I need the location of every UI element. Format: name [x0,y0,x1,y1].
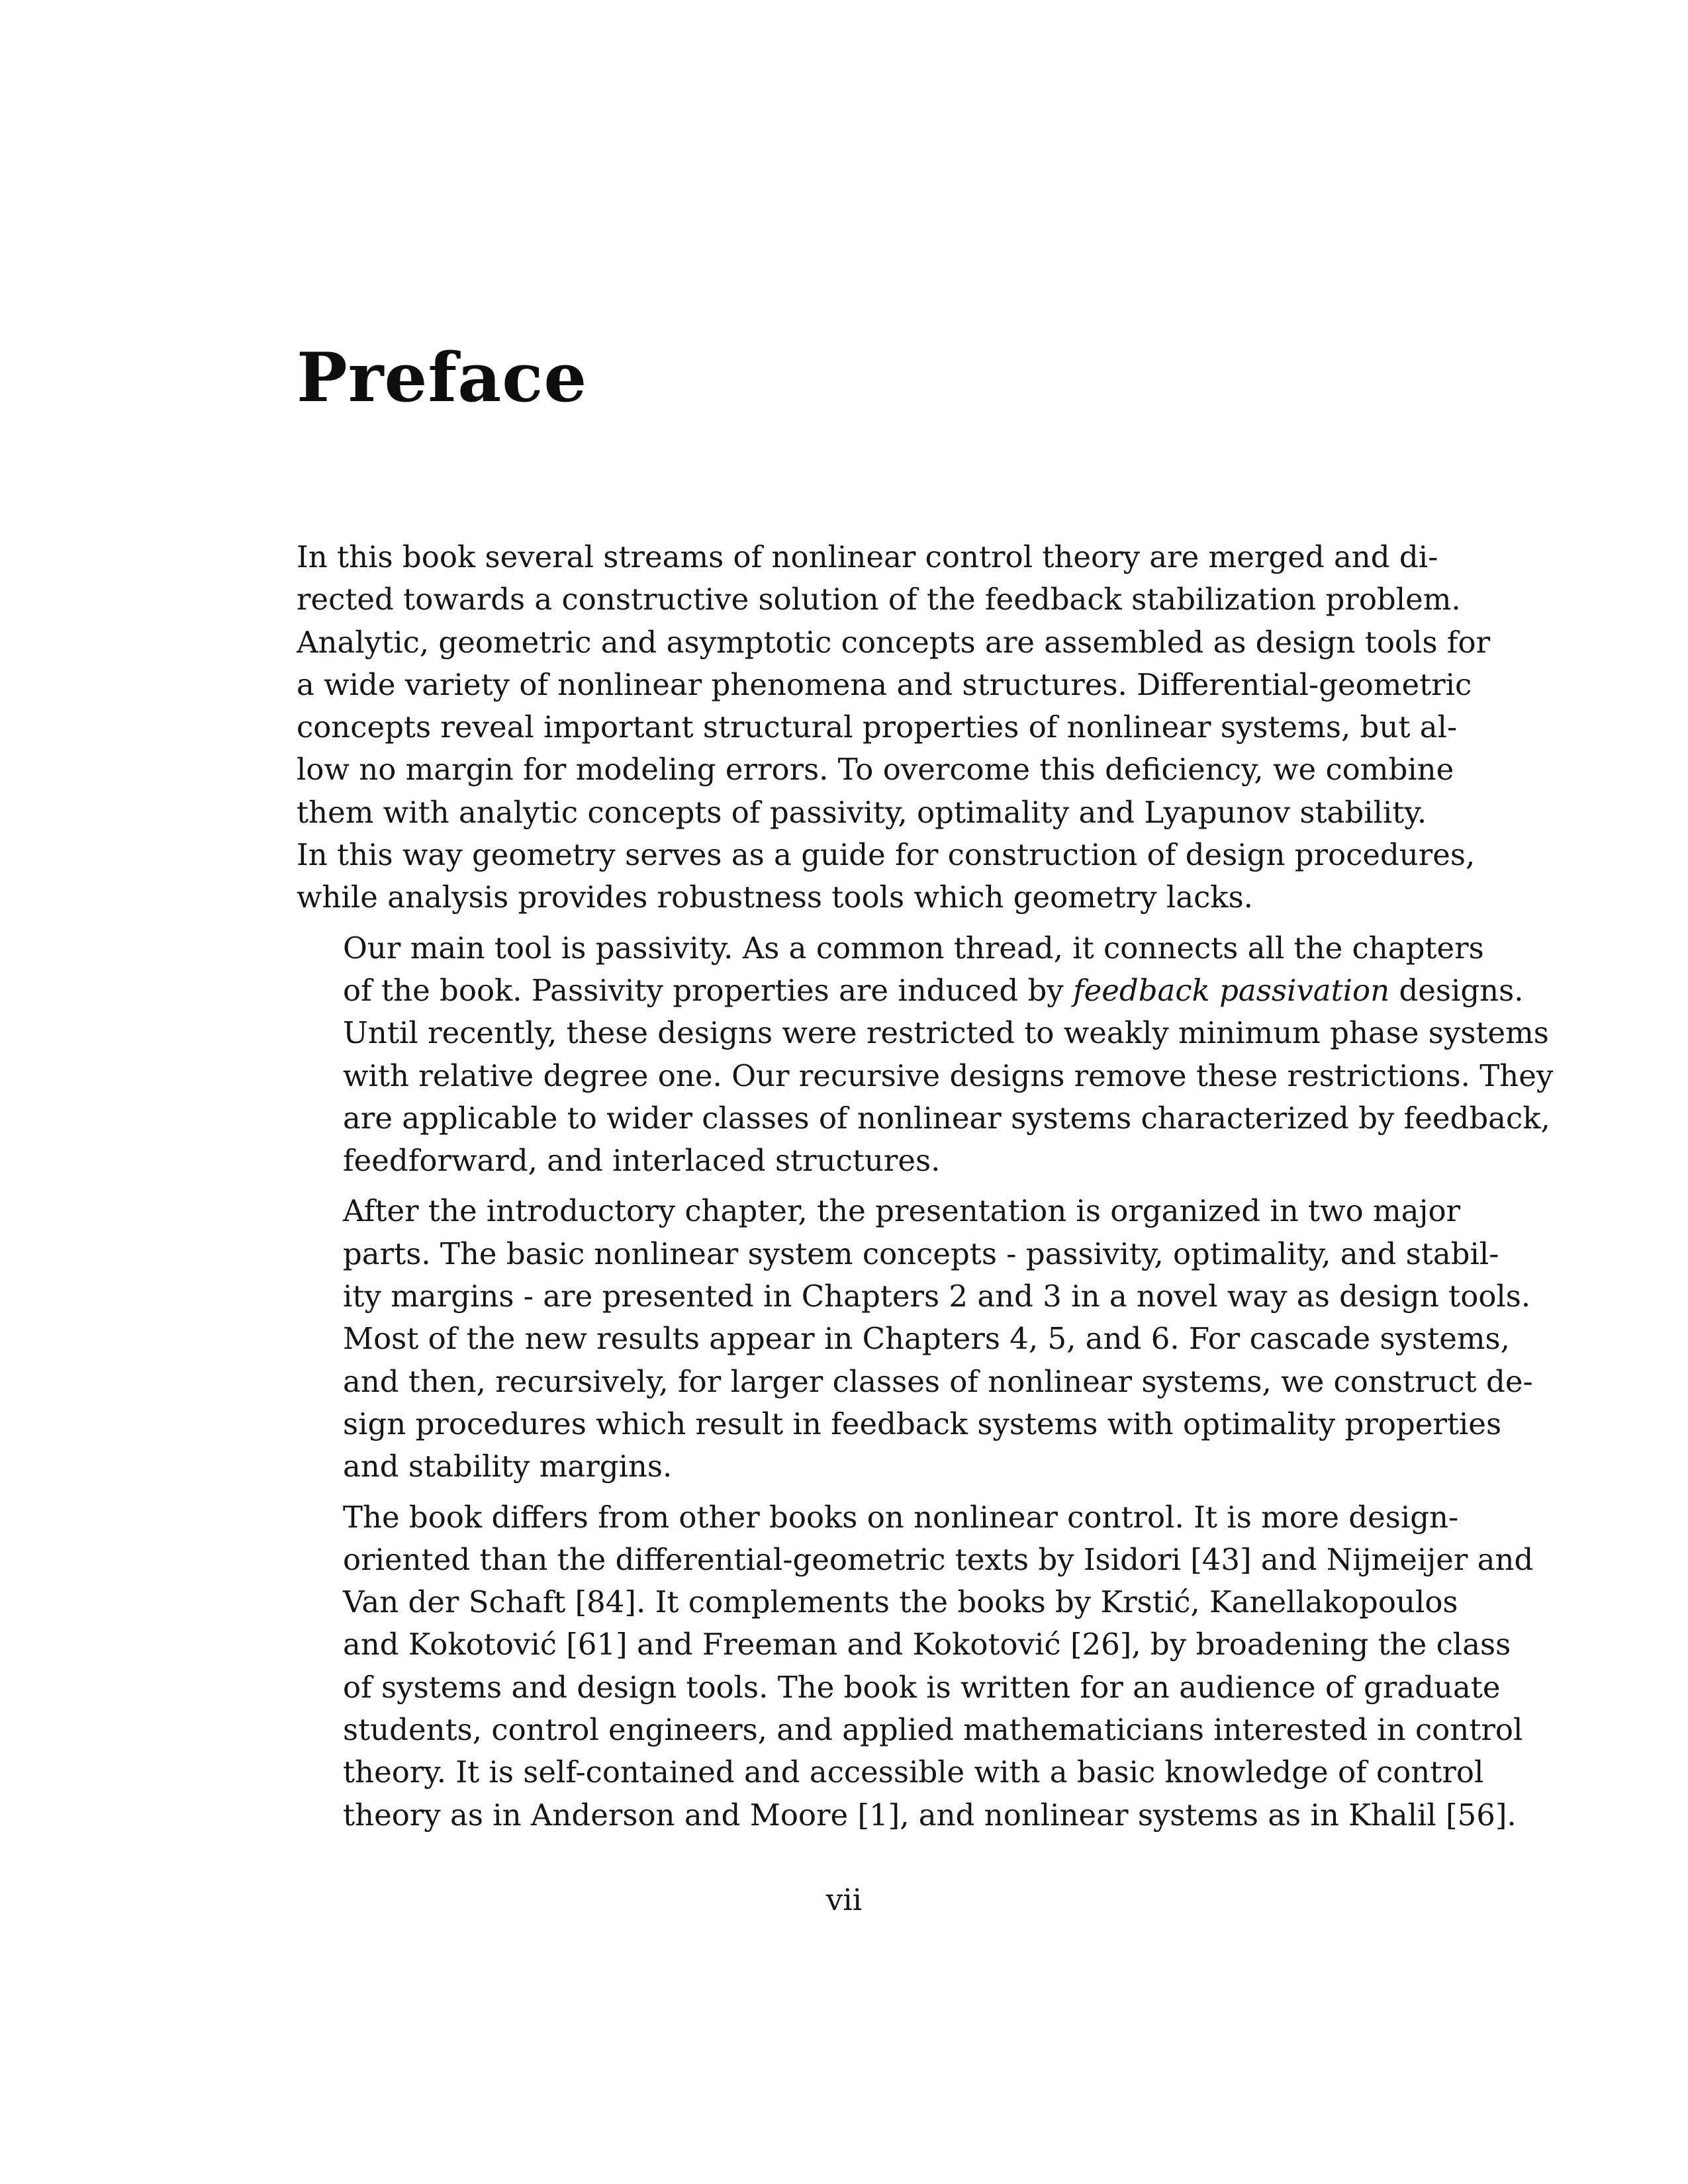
text-line: Our main tool is passivity. As a common thread, it connects all the chapters [343,930,1484,966]
text-line: theory as in Anderson and Moore [1], and nonlinear systems as in Khalil [56]. [343,1797,1517,1833]
text-line: them with analytic concepts of passivity, optimality and Lyapunov stability. [297,794,1427,830]
text-line: low no margin for modeling errors. To overcome this deficiency, we combine [297,752,1454,788]
text-line: rected towards a constructive solution of the feedback stabilization problem. [297,582,1461,617]
text-line: ity margins - are presented in Chapters 2 and 3 in a novel way as design tools. [343,1279,1531,1314]
chapter-title: Preface [297,338,588,418]
page-number: vii [825,1882,863,1917]
text-line: concepts reveal important structural properties of nonlinear systems, but al- [297,709,1458,745]
preface-body [297,536,1554,1844]
text-line: of systems and design tools. The book is written for an audience of graduate [343,1669,1501,1705]
text-line: students, control engineers, and applied mathematicians interested in control [343,1712,1523,1748]
text-line: and stability margins. [343,1449,673,1484]
text-line: and then, recursively, for larger classes of nonlinear systems, we construct de- [343,1363,1533,1399]
text-line: Until recently, these designs were restricted to weakly minimum phase systems [343,1015,1549,1051]
text-line: and Kokotović [61] and Freeman and Kokotović [26], by broadening the class [343,1627,1511,1662]
paragraph-3 [297,1190,1533,1488]
paragraph-4 [297,1496,1534,1837]
text-line: oriented than the differential-geometric texts by Isidori [43] and Nijmeijer and [343,1541,1534,1577]
text-line: In this book several streams of nonlinear control theory are merged and di- [297,539,1438,574]
text-line: with relative degree one. Our recursive designs remove these restrictions. They [343,1058,1554,1093]
text-segment: of the book. Passivity properties are induced by [343,972,1073,1008]
text-line: Van der Schaft [84]. It complements the books by Krstić, Kanellakopoulos [343,1584,1458,1620]
text-line: theory. It is self-contained and accessible with a basic knowledge of control [343,1754,1484,1790]
text-line: parts. The basic nonlinear system concepts - passivity, optimality, and stabil- [343,1236,1499,1271]
text-line: The book differs from other books on nonlinear control. It is more design- [343,1499,1459,1535]
emphasized-term: feedback passivation [1072,972,1390,1008]
text-segment: designs. [1389,972,1524,1008]
text-line-with-emphasis [297,970,1524,1012]
paragraph-2 [297,927,1554,1183]
text-line: Analytic, geometric and asymptotic concepts are assembled as design tools for [297,624,1491,660]
text-line: feedforward, and interlaced structures. [343,1143,941,1179]
text-line: a wide variety of nonlinear phenomena and structures. Differential-geometric [297,666,1472,702]
text-line: sign procedures which result in feedback systems with optimality properties [343,1406,1502,1441]
text-line: After the introductory chapter, the presentation is organized in two major [343,1193,1461,1229]
text-line: Most of the new results appear in Chapters 4, 5, and 6. For cascade systems, [343,1321,1510,1357]
text-line: are applicable to wider classes of nonlinear systems characterized by feedback, [343,1100,1550,1136]
text-line: while analysis provides robustness tools which geometry lacks. [297,880,1253,915]
paragraph-1 [297,536,1491,919]
text-line: In this way geometry serves as a guide for construction of design procedures, [297,837,1476,873]
